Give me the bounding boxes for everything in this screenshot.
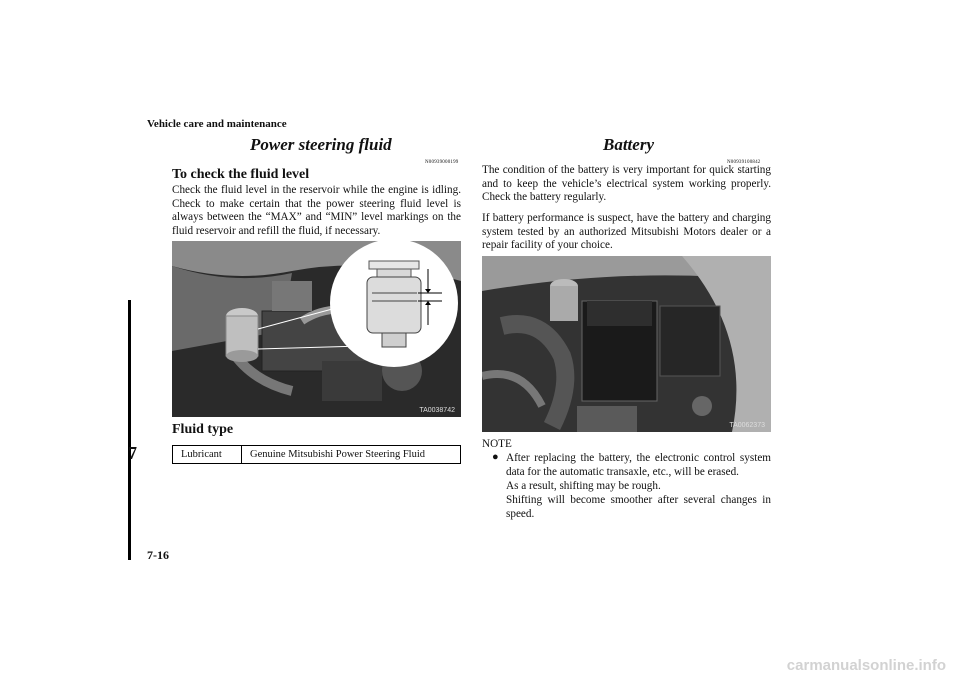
chapter-tab-number: 7 — [128, 443, 137, 463]
chapter-tab-bar — [128, 300, 131, 560]
power-steering-code: N00939000199 — [425, 160, 459, 165]
table-cell-lubricant-label: Lubricant — [173, 446, 242, 464]
note-line-2: As a result, shifting may be rough. — [506, 480, 661, 492]
running-header: Vehicle care and maintenance — [147, 118, 287, 130]
battery-photo-code: TA0062373 — [729, 422, 765, 429]
fluid-type-table — [172, 445, 461, 464]
page-number: 7-16 — [147, 548, 169, 562]
note-line-3: Shifting will become smoother after several changes in speed. — [506, 494, 771, 520]
battery-photo — [482, 256, 771, 432]
watermark: carmanualsonline.info — [786, 657, 946, 674]
check-fluid-subtitle: To check the fluid level — [172, 167, 310, 182]
power-steering-title: Power steering fluid — [250, 135, 392, 154]
battery-paragraph-2: If battery performance is suspect, have the battery and charging system tested by an authorized Mitsubishi Motors dealer or a repair facility of your choice. — [482, 212, 771, 252]
battery-title: Battery — [603, 135, 654, 154]
fluid-type-heading: Fluid type — [172, 422, 234, 437]
check-fluid-paragraph: Check the fluid level in the reservoir while the engine is idling. Check to make certain that the power steering fluid level is always between the “MAX” and “MIN” level markings on the fluid reservoir and refill the fluid, if necessary. — [172, 184, 461, 237]
note-bullet-text: After replacing the battery, the electronic control system data for the automatic transaxle, etc., will be erased. — [506, 452, 771, 478]
battery-paragraph-1: The condition of the battery is very important for quick starting and to keep the vehicle’s electrical system working properly. Check the battery regularly. — [482, 164, 771, 204]
table-row — [173, 446, 461, 464]
note-bullet-icon: ● — [492, 451, 499, 463]
power-steering-photo — [172, 241, 461, 417]
power-steering-photo-code: TA0038742 — [419, 407, 455, 414]
battery-code: N00939100842 — [727, 160, 761, 165]
table-cell-lubricant-value: Genuine Mitsubishi Power Steering Fluid — [242, 446, 461, 464]
note-label: NOTE — [482, 438, 512, 450]
